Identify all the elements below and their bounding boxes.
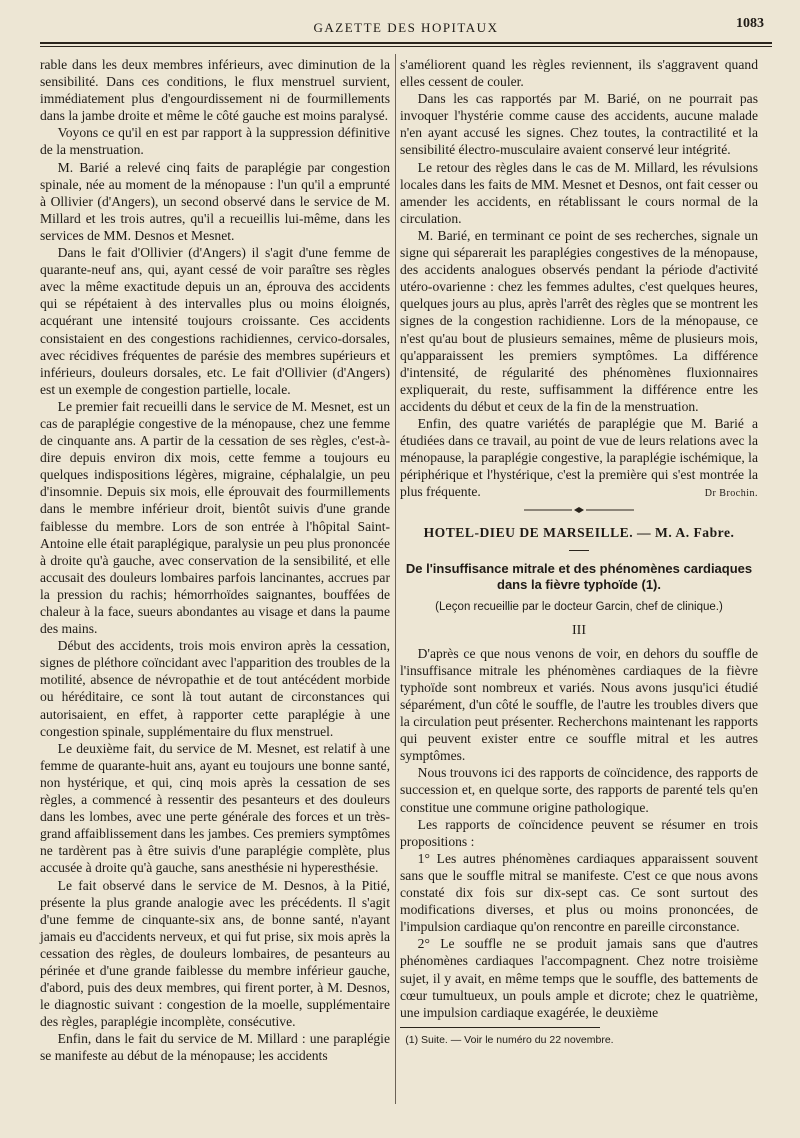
- paragraph-text: Enfin, des quatre variétés de paraplégie que M. Barié a étudiées dans ce travail, au point de vue de leurs relations avec la ménopause, la paraplégie congestive, la paraplégie ischémique, la périphérique et l'hystérique, c'est la première qui s'est montrée la plus fréquente.: [400, 415, 758, 500]
- paragraph: Début des accidents, trois mois environ après la cessation, signes de pléthore coïncidant avec l'apparition des troubles de la motilité, absence de névropathie et de tout antécédent morbide ou héréditaire, ce sont là tout autant de circonstances qui autorisaient, en effet, à rapporter cette paraplégie à une congestion spinale, supplémentaire du flux menstruel.: [40, 638, 390, 739]
- running-head: [40, 16, 772, 40]
- header-rule-thin: [40, 46, 772, 47]
- paragraph: Le retour des règles dans le cas de M. Millard, les révulsions locales dans les faits de MM. Mesnet et Desnos, ont fait cesser ou amender les accidents, en rétablissant le cours normal de la circulation.: [400, 159, 758, 226]
- page-number: 1083: [736, 16, 764, 31]
- short-rule: [569, 550, 589, 551]
- footnote: (1) Suite. — Voir le numéro du 22 novembre.: [405, 1033, 614, 1046]
- section-title: HOTEL-DIEU DE MARSEILLE. — M. A. Fabre.: [423, 525, 735, 541]
- paragraph: rable dans les deux membres inférieurs, avec diminution de la sensibilité. Dans ces conditions, le flux menstruel survient, immédiatement plus d'engourdissement ni de fourmillements dans la jambe droite et même le côté gauche est moins paralysé.: [40, 57, 390, 124]
- ornamental-separator: [400, 506, 758, 514]
- paragraph: Le fait observé dans le service de M. Desnos, à la Pitié, présente la plus grande analogie avec les précédents. Il s'agit d'une femme de cinquante-six ans, de bonne santé, n'ayant jamais eu d'accidents nerveux, et qui fut prise, six mois après la cessation des règles, de douleurs lombaires, de pesanteurs au périnée et d'une grande faiblesse du membre inférieur gauche, d'abord, puis des deux membres, qui firent porter, à M. Desnos, le diagnostic suivant : congestion de la moelle, supplémentaire des règles, paraplégie incomplète, consécutive.: [40, 877, 390, 1030]
- separator-ornament-icon: [524, 506, 634, 514]
- paragraph: [400, 415, 758, 500]
- paragraph: Voyons ce qu'il en est par rapport à la suppression définitive de la menstruation.: [40, 125, 390, 158]
- paragraph: Enfin, dans le fait du service de M. Millard : une paraplégie se manifeste au début de la ménopause; les accidents: [40, 1031, 390, 1064]
- header-rule: [40, 42, 772, 44]
- lecture-note: (Leçon recueillie par le docteur Garcin, chef de clinique.): [435, 600, 723, 613]
- journal-title: GAZETTE DES HOPITAUX: [313, 20, 499, 35]
- paragraph: Nous trouvons ici des rapports de coïncidence, des rapports de succession et, en quelque sorte, des rapports de parenté tels qu'en constitue une commune origine pathologique.: [400, 765, 758, 815]
- paragraph: Dans le fait d'Ollivier (d'Angers) il s'agit d'une femme de quarante-neuf ans, qui, ayant cessé de voir paraître ses règles avec la même exactitude depuis un an, éprouva des accidents qui se répétaient à des intervalles plus ou moins éloignés, acquérant une intensité toujours croissante. Ces accidents consistaient en des congestions rachidiennes, cervico-dorsales, avec récidives fréquentes de parésie des membres supérieurs et inférieurs, douleurs dorsales, etc. Le fait d'Ollivier (d'Angers) est un exemple de congestion partielle, locale.: [40, 245, 390, 397]
- left-column: [40, 56, 390, 1065]
- author-signature: Dr Brochin.: [704, 488, 758, 500]
- paragraph: M. Barié a relevé cinq faits de paraplégie par congestion spinale, née au moment de la ménopause : l'un qu'il a emprunté à Ollivier (d'Angers), un second observé dans le service de M. Millard et les trois autres, qu'il a recueillis lui-même, dans les services de MM. Desnos et Mesnet.: [40, 159, 390, 243]
- paragraph: Les rapports de coïncidence peuvent se résumer en trois propositions :: [400, 816, 758, 849]
- part-number: III: [572, 622, 586, 638]
- paragraph: Le deuxième fait, du service de M. Mesnet, est relatif à une femme de quarante-huit ans, ayant eu toujours une bonne santé, non hystérique, et qui, cinq mois après la cessation de ses règles, a commencé à ressentir des pesanteurs et des douleurs dans les lombes, avec une perte générale des forces et un très-grand affaiblissement dans les jambes. Ces premiers symptômes ne tardèrent pas à être suivis d'une paraplégie complète, plus accusée à droite qu'à gauche, sans anesthésie ni hyperesthésie.: [40, 740, 390, 876]
- paragraph: 2° Le souffle ne se produit jamais sans que d'autres phénomènes cardiaques l'accompagnent. Chez notre troisième sujet, il y avait, en même temps que le souffle, des battements de cœur tumultueux, un pouls ample et dicrote; chez le quatrième, une impulsion cardiaque exagérée, le deuxième: [400, 936, 758, 1020]
- paragraph: Le premier fait recueilli dans le service de M. Mesnet, est un cas de paraplégie congestive de la ménopause, chez une femme de cinquante ans. A partir de la cessation de ses règles, c'est-à-dire depuis environ dix mois, cette femme a toujours eu quelques indispositions légères, migraine, céphalalgie, un peu d'insomnie. Depuis six mois, elle éprouvait des fourmillements dans le membre inférieur droit, bientôt suivis d'une grande faiblesse du membre. Lors de son entrée à l'hôpital Saint-Antoine elle était paraplégique, paralysie un peu plus prononcée à droite qu'à gauche, avec conservation de la sensibilité, et elle accusait des douleurs lombaires parfois lancinantes, accrues par la pression du rachis; hémorrhoïdes saignantes, bouffées de chaleur à la face, sueurs abondantes au visage et dans la paume des mains.: [40, 398, 390, 637]
- column-divider: [395, 54, 396, 1104]
- paragraph: 1° Les autres phénomènes cardiaques apparaissent souvent sans que le souffle mitral se manifeste. C'est ce que nous avons constaté dix fois sur dix-sept cas. Ce sont surtout des modifications diverses, et plus ou moins prononcées, de l'impulsion cardiaque qu'on rencontre en pareille circonstance.: [400, 850, 758, 935]
- right-column: [400, 56, 758, 1049]
- paragraph: D'après ce que nous venons de voir, en dehors du souffle de l'insuffisance mitrale les phénomènes cardiaques de la fièvre typhoïde sont nombreux et variés. Nous avons jusqu'ici étudié séparément, d'un côté le souffle, de l'autre les troubles divers que la circulation peut présenter. Recherchons maintenant les rapports qui peuvent exister entre ce souffle mitral et les autres symptômes.: [400, 645, 758, 764]
- footnote-rule: [400, 1027, 600, 1028]
- paragraph: Dans les cas rapportés par M. Barié, on ne pourrait pas invoquer l'hystérie comme cause des accidents, aucune malade n'en ayant accusé les signes. Chez toutes, la contractilité et la sensibilité électro-musculaire avaient conservé leur intégrité.: [400, 91, 758, 158]
- article-title: De l'insuffisance mitrale et des phénomènes cardiaques dans la fièvre typhoïde (1).: [405, 560, 753, 592]
- paragraph: s'améliorent quand les règles reviennent, ils s'aggravent quand elles cessent de couler.: [400, 57, 758, 90]
- paragraph: M. Barié, en terminant ce point de ses recherches, signale un signe qui séparerait les paraplégies congestives de la ménopause, des accidents analogues observés pendant la période d'activité utéro-ovarienne : chez les femmes adultes, c'est quelques heures, quelques jours au plus, après l'arrêt des règles que se montrent les signes de la congestion rachidienne. Lors de la ménopause, ce n'est qu'au bout de plusieurs semaines, même de plusieurs mois, qu'apparaissent les premiers symptômes. La différence d'intensité, de régularité des phénomènes fluxionnaires expliquerait, du reste, suffisamment la différence entre les accidents du début et ceux de la fin de la menstruation.: [400, 227, 758, 414]
